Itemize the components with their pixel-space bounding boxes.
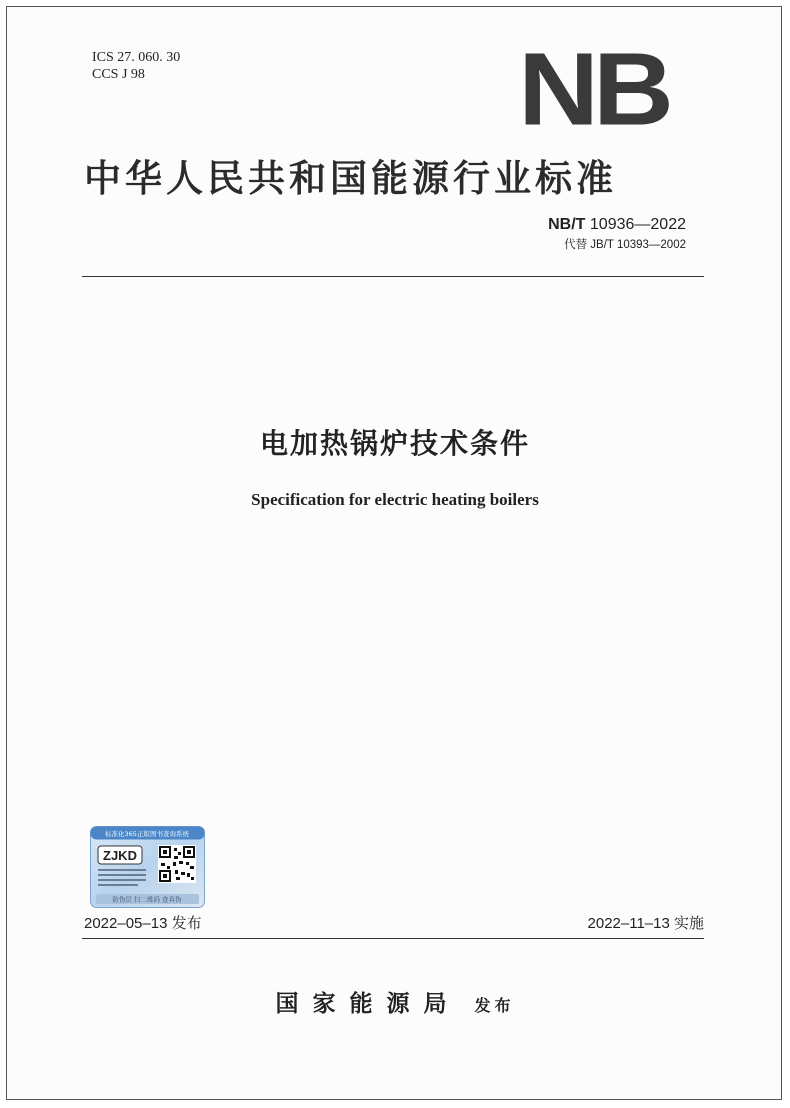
nb-logo-text: NB [518, 38, 668, 138]
replaces-standard [548, 236, 686, 252]
qr-code-icon [158, 845, 196, 883]
header-divider [82, 276, 704, 277]
standard-number [548, 216, 686, 234]
publisher-org: 国家能源局 [275, 990, 461, 1017]
footer-divider [82, 938, 704, 939]
document-title-en: Specification for electric heating boilers [251, 490, 539, 509]
implementation-date: 2022–11–13 实施 [587, 915, 704, 932]
replaces-value: 10393—2002 [616, 239, 686, 251]
standard-number-value: 10936—2022 [589, 216, 686, 233]
anti-counterfeit-sticker [90, 826, 205, 908]
standard-number-prefix: NB/T [548, 216, 586, 233]
replaces-prefix: 代替 JB/T [564, 239, 614, 251]
sticker-bottom-text: 防伪层 扫二维码 查真伪 [112, 895, 182, 904]
nb-logo [508, 38, 678, 138]
publisher-line [0, 985, 790, 1018]
standard-category-title: 中华人民共和国能源行业标准 [84, 156, 617, 200]
publisher-action: 发布 [474, 996, 515, 1015]
sticker-brand: ZJKD [103, 848, 137, 863]
ics-code: ICS 27. 060. 30 [92, 50, 181, 65]
sticker-top-text: 标准化365正版图书查询系统 [105, 830, 189, 838]
ccs-code: CCS J 98 [92, 67, 145, 82]
issue-date: 2022–05–13 发布 [84, 915, 202, 932]
document-title-zh: 电加热锅炉技术条件 [259, 427, 530, 460]
standard-number-block [548, 216, 686, 252]
classification-codes [92, 49, 180, 83]
